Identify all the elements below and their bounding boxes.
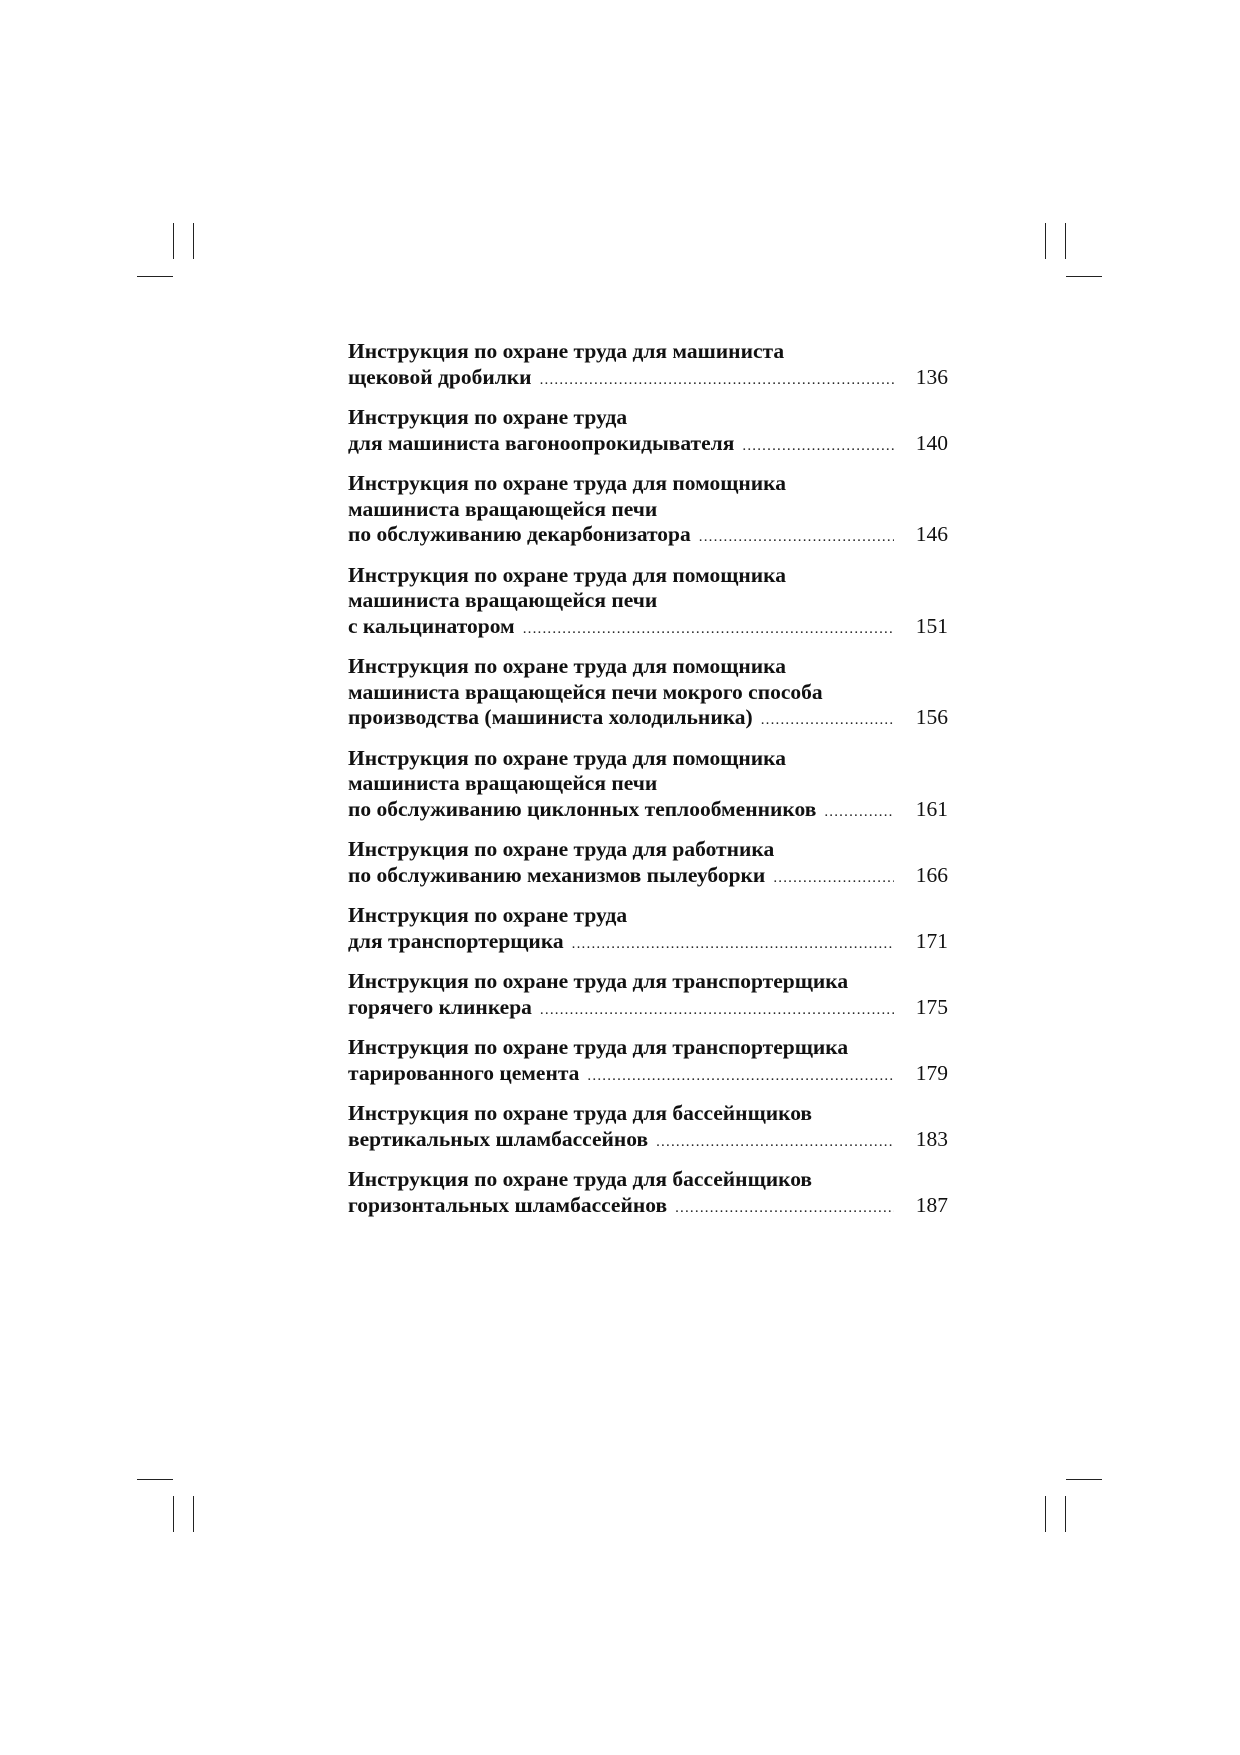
toc-entry-title-line: по обслуживанию циклонных теплообменников	[348, 796, 817, 821]
toc-entry	[348, 1167, 948, 1221]
page-number: 156	[915, 705, 948, 729]
page-number: 171	[915, 928, 948, 953]
page-number: 136	[915, 364, 948, 389]
page-number: 151	[915, 613, 948, 638]
toc-entry	[348, 339, 948, 393]
page-number: 175	[915, 994, 948, 1019]
dot-leader	[523, 617, 894, 643]
crop-mark-bottom-left-horizontal	[137, 1479, 173, 1480]
toc-entry-title-line: по обслуживанию декарбонизатора	[348, 522, 691, 546]
toc-entry-title-line: Инструкция по охране труда для помощника	[348, 471, 786, 495]
toc-entry-last-line	[348, 522, 948, 551]
toc-entry-title-line: Инструкция по охране труда для бассейнщиков	[348, 1167, 813, 1191]
dot-leader	[656, 1130, 894, 1156]
toc-entry-title-line: тарированного цемента	[348, 1060, 580, 1085]
toc-entry-title-line: производства (машиниста холодильника)	[348, 705, 753, 729]
toc-entry-last-line	[348, 995, 948, 1024]
table-of-contents	[348, 339, 948, 1233]
page-number: 166	[915, 862, 948, 887]
toc-entry-last-line	[348, 1127, 948, 1156]
dot-leader	[699, 525, 894, 551]
page-number: 179	[915, 1060, 948, 1085]
toc-entry-title-line: Инструкция по охране труда	[348, 903, 628, 927]
page-number: 187	[915, 1192, 948, 1217]
toc-entry	[348, 1101, 948, 1155]
toc-entry-title-line: щековой дробилки	[348, 364, 532, 389]
toc-entry-title-line: машиниста вращающейся печи	[348, 496, 658, 521]
toc-entry-title-line: Инструкция по охране труда	[348, 405, 628, 429]
crop-mark-bottom-left-outer	[193, 1496, 194, 1532]
dot-leader	[824, 800, 894, 826]
toc-entry-title-line: Инструкция по охране труда для машиниста	[348, 339, 785, 363]
toc-entry-title-line: с кальцинатором	[348, 613, 515, 638]
toc-entry	[348, 471, 948, 551]
toc-entry	[348, 746, 948, 826]
toc-entry	[348, 969, 948, 1023]
dot-leader	[742, 434, 894, 460]
toc-entry-title-line: горячего клинкера	[348, 994, 532, 1019]
toc-entry	[348, 563, 948, 643]
toc-entry-last-line	[348, 1061, 948, 1090]
dot-leader	[572, 932, 894, 958]
toc-entry-title-line: Инструкция по охране труда для транспортерщика	[348, 969, 849, 993]
toc-entry-title-line: по обслуживанию механизмов пылеуборки	[348, 862, 766, 887]
toc-entry-last-line	[348, 863, 948, 892]
crop-mark-top-left-horizontal	[137, 276, 173, 277]
page-number: 140	[915, 430, 948, 455]
page-number: 146	[915, 522, 948, 546]
toc-entry-title-line: горизонтальных шламбассейнов	[348, 1192, 668, 1217]
toc-entry-title-line: Инструкция по охране труда для помощника	[348, 562, 786, 587]
crop-mark-bottom-right-inner	[1045, 1496, 1046, 1532]
toc-entry-last-line	[348, 431, 948, 460]
dot-leader	[675, 1196, 894, 1222]
crop-mark-top-right-outer	[1065, 223, 1066, 259]
toc-entry	[348, 1035, 948, 1089]
toc-entry-title-line: машиниста вращающейся печи	[348, 588, 658, 612]
toc-entry-last-line	[348, 929, 948, 958]
crop-mark-bottom-right-horizontal	[1066, 1479, 1102, 1480]
toc-entry-title-line: для машиниста вагоноопрокидывателя	[348, 430, 735, 455]
toc-entry-title-line: вертикальных шламбассейнов	[348, 1126, 649, 1151]
crop-mark-bottom-left-inner	[173, 1496, 174, 1532]
toc-entry-title-line: Инструкция по охране труда для транспортерщика	[348, 1035, 849, 1059]
toc-entry	[348, 654, 948, 734]
toc-entry-title-line: Инструкция по охране труда для помощника	[348, 654, 786, 678]
toc-entry-last-line	[348, 797, 948, 826]
toc-entry-title-line: машиниста вращающейся печи мокрого способа	[348, 679, 823, 704]
toc-entry-last-line	[348, 1193, 948, 1222]
crop-mark-top-left-inner	[173, 223, 174, 259]
crop-mark-top-right-horizontal	[1066, 276, 1102, 277]
toc-entry-title-line: для транспортерщика	[348, 928, 564, 953]
toc-entry-last-line	[348, 365, 948, 394]
page-number: 161	[915, 796, 948, 821]
crop-mark-top-left-outer	[193, 223, 194, 259]
dot-leader	[773, 866, 894, 892]
crop-mark-top-right-inner	[1045, 223, 1046, 259]
page-number: 183	[915, 1126, 948, 1151]
dot-leader	[761, 708, 894, 734]
toc-entry	[348, 405, 948, 459]
crop-mark-bottom-right-outer	[1065, 1496, 1066, 1532]
toc-entry-title-line: Инструкция по охране труда для помощника	[348, 745, 786, 770]
dot-leader	[587, 1064, 894, 1090]
toc-entry-last-line	[348, 614, 948, 643]
toc-entry	[348, 903, 948, 957]
dot-leader	[540, 368, 894, 394]
toc-entry-title-line: Инструкция по охране труда для работника	[348, 837, 775, 861]
toc-entry	[348, 837, 948, 891]
toc-entry-last-line	[348, 705, 948, 734]
toc-entry-title-line: машиниста вращающейся печи	[348, 771, 658, 795]
toc-entry-title-line: Инструкция по охране труда для бассейнщиков	[348, 1101, 813, 1125]
dot-leader	[540, 998, 894, 1024]
